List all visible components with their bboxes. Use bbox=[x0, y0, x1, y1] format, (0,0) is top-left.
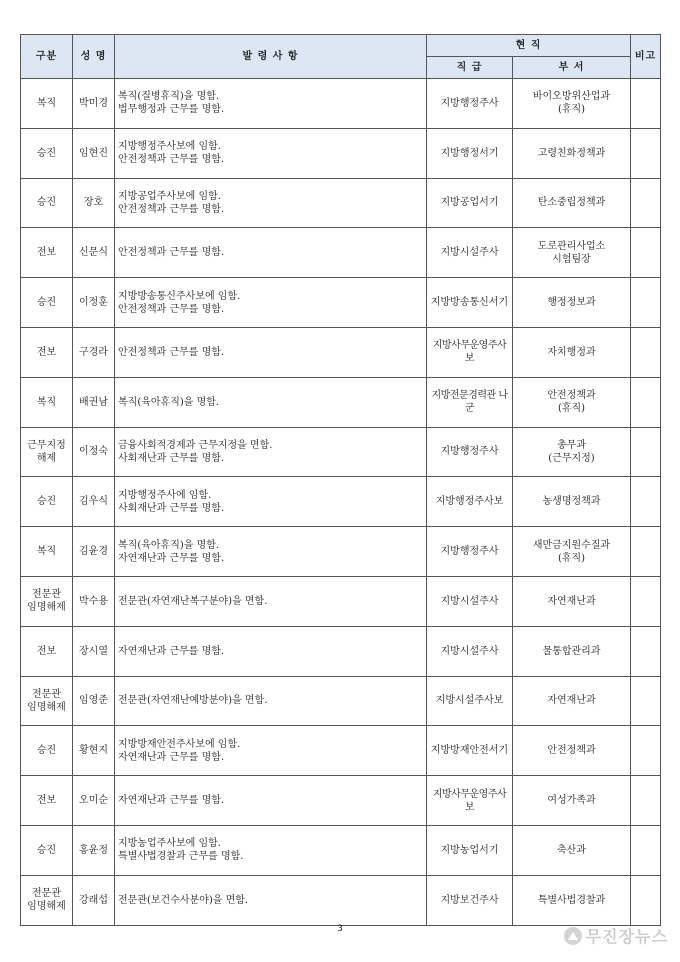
cell-type bbox=[21, 726, 73, 776]
cell-name: 임현진 bbox=[73, 128, 115, 178]
text-line: 임명해제 bbox=[27, 901, 66, 913]
text-line: 자치행정과 bbox=[547, 346, 596, 358]
cell-type bbox=[21, 79, 73, 129]
cell-note bbox=[631, 427, 661, 477]
table-row bbox=[21, 79, 661, 129]
cell-name: 이정숙 bbox=[73, 427, 115, 477]
table-row bbox=[21, 776, 661, 826]
table-row bbox=[21, 676, 661, 726]
cell-rank: 지방행정주사 bbox=[427, 527, 513, 577]
cell-order bbox=[115, 576, 427, 626]
text-line: 자연재난과 bbox=[547, 695, 596, 707]
cell-note bbox=[631, 178, 661, 228]
cell-name: 박미경 bbox=[73, 79, 115, 129]
cell-name: 장시열 bbox=[73, 626, 115, 676]
cell-rank: 지방사무운영주사보 bbox=[427, 327, 513, 377]
cell-note bbox=[631, 576, 661, 626]
cell-type bbox=[21, 776, 73, 826]
cell-name: 황현지 bbox=[73, 726, 115, 776]
cell-note bbox=[631, 626, 661, 676]
cell-rank: 지방농업서기 bbox=[427, 825, 513, 875]
cell-note bbox=[631, 527, 661, 577]
cell-order bbox=[115, 875, 427, 925]
text-line: 시험팀장 bbox=[552, 253, 591, 265]
cell-order bbox=[115, 776, 427, 826]
text-line: 자연재난과 근무를 명함. bbox=[118, 645, 225, 657]
text-line: 승진 bbox=[36, 745, 57, 757]
text-line: 승진 bbox=[36, 844, 57, 856]
table-row bbox=[21, 825, 661, 875]
cell-rank: 지방공업서기 bbox=[427, 178, 513, 228]
text-line: (근무지정) bbox=[548, 452, 595, 464]
cell-note bbox=[631, 776, 661, 826]
table-row bbox=[21, 726, 661, 776]
cell-order bbox=[115, 377, 427, 427]
cell-name: 배권남 bbox=[73, 377, 115, 427]
text-line: 여성가족과 bbox=[547, 795, 596, 807]
text-line: 지방방재안전주사보에 임함. bbox=[118, 738, 241, 750]
text-line: 전문관(보건수사분야)을 면함. bbox=[118, 894, 249, 906]
cell-dept bbox=[513, 128, 631, 178]
cell-note bbox=[631, 79, 661, 129]
cell-type bbox=[21, 427, 73, 477]
cell-rank: 지방시설주사 bbox=[427, 626, 513, 676]
cell-name: 김우식 bbox=[73, 477, 115, 527]
cell-name: 오미순 bbox=[73, 776, 115, 826]
table-row bbox=[21, 278, 661, 328]
text-line: 임명해제 bbox=[27, 602, 66, 614]
cell-order bbox=[115, 726, 427, 776]
cell-rank: 지방시설주사보 bbox=[427, 676, 513, 726]
text-line: 지방행정주사에 임함. bbox=[118, 489, 212, 501]
text-line: 승진 bbox=[36, 147, 57, 159]
text-line: 전문관(자연재난예방분야)을 면함. bbox=[118, 695, 268, 707]
cell-rank: 지방행정주사 bbox=[427, 427, 513, 477]
text-line: 바이오방위산업과 bbox=[532, 91, 611, 103]
text-line: 승진 bbox=[36, 297, 57, 309]
text-line: 특별사법경찰과 bbox=[537, 894, 606, 906]
text-line: 복직(질병휴직)을 명함. bbox=[118, 91, 220, 103]
text-line: 지방방송통신주사보에 임함. bbox=[118, 290, 241, 302]
table-row bbox=[21, 576, 661, 626]
text-line: 전보 bbox=[36, 645, 57, 657]
cell-type bbox=[21, 875, 73, 925]
cell-name: 이정훈 bbox=[73, 278, 115, 328]
cell-name: 홍윤정 bbox=[73, 825, 115, 875]
text-line: 사회재난과 근무를 명함. bbox=[118, 452, 225, 464]
text-line: (휴직) bbox=[557, 552, 586, 564]
table-row bbox=[21, 128, 661, 178]
table-row bbox=[21, 875, 661, 925]
cell-dept bbox=[513, 377, 631, 427]
header-type: 구분 bbox=[21, 35, 73, 79]
cell-rank: 지방시설주사 bbox=[427, 228, 513, 278]
cell-type bbox=[21, 576, 73, 626]
text-line: 행정정보과 bbox=[547, 297, 596, 309]
cell-type bbox=[21, 178, 73, 228]
text-line: 자연재난과 근무를 명함. bbox=[118, 795, 225, 807]
text-line: 지방농업주사보에 임함. bbox=[118, 838, 221, 850]
cell-rank: 지방사무운영주사보 bbox=[427, 776, 513, 826]
text-line: 복직(육아휴직)을 명함. bbox=[118, 396, 220, 408]
header-order: 발 령 사 항 bbox=[115, 35, 427, 79]
cell-rank: 지방시설주사 bbox=[427, 576, 513, 626]
cell-order bbox=[115, 178, 427, 228]
text-line: 복직 bbox=[36, 546, 57, 558]
text-line: 승진 bbox=[36, 197, 57, 209]
header-note: 비고 bbox=[631, 35, 661, 79]
table-row bbox=[21, 527, 661, 577]
cell-order bbox=[115, 327, 427, 377]
text-line: 지방행정주사보에 임함. bbox=[118, 141, 221, 153]
cell-note bbox=[631, 327, 661, 377]
cell-type bbox=[21, 825, 73, 875]
text-line: 새만금지원수질과 bbox=[532, 539, 611, 551]
cell-type bbox=[21, 128, 73, 178]
text-line: 전문관(자연재난복구분야)을 면함. bbox=[118, 595, 268, 607]
cell-dept bbox=[513, 477, 631, 527]
text-line: 전보 bbox=[36, 247, 57, 259]
text-line: 자연재난과 근무를 명함. bbox=[118, 552, 225, 564]
cell-note bbox=[631, 875, 661, 925]
cell-rank: 지방행정주사 bbox=[427, 79, 513, 129]
header-current: 현 직 bbox=[427, 35, 631, 57]
table-row bbox=[21, 427, 661, 477]
text-line: 자연재난과 근무를 명함. bbox=[118, 751, 225, 763]
cell-rank: 지방보건주사 bbox=[427, 875, 513, 925]
text-line: 특별사법경찰과 근무를 명함. bbox=[118, 851, 244, 863]
cell-order bbox=[115, 228, 427, 278]
text-line: 도로관리사업소 bbox=[537, 240, 606, 252]
text-line: 전문관 bbox=[32, 888, 61, 900]
text-line: 안전정책과 bbox=[547, 390, 596, 402]
cell-type bbox=[21, 477, 73, 527]
cell-dept bbox=[513, 178, 631, 228]
table-row bbox=[21, 327, 661, 377]
cell-order bbox=[115, 79, 427, 129]
cell-note bbox=[631, 278, 661, 328]
cell-dept bbox=[513, 228, 631, 278]
text-line: 전문관 bbox=[32, 688, 61, 700]
cell-rank: 지방전문경력관 나군 bbox=[427, 377, 513, 427]
cell-note bbox=[631, 377, 661, 427]
cell-order bbox=[115, 626, 427, 676]
cell-name: 박수용 bbox=[73, 576, 115, 626]
text-line: 복직 bbox=[36, 396, 57, 408]
watermark-text: 무진장뉴스 bbox=[585, 927, 668, 946]
cell-type bbox=[21, 626, 73, 676]
header-name: 성 명 bbox=[73, 35, 115, 79]
page-number: 3 bbox=[337, 924, 343, 934]
header-dept: 부 서 bbox=[513, 57, 631, 79]
text-line: 물통합관리과 bbox=[542, 645, 601, 657]
text-line: 안전정책과 근무를 명함. bbox=[118, 346, 225, 358]
text-line: 근무지정 bbox=[27, 439, 66, 451]
cell-name: 신문식 bbox=[73, 228, 115, 278]
text-line: 총무과 bbox=[557, 439, 586, 451]
text-line: 안전정책과 bbox=[547, 745, 596, 757]
text-line: 전보 bbox=[36, 795, 57, 807]
cell-type bbox=[21, 527, 73, 577]
cell-name: 임영준 bbox=[73, 676, 115, 726]
cell-note bbox=[631, 726, 661, 776]
cell-rank: 지방방송통신서기 bbox=[427, 278, 513, 328]
text-line: 안전정책과 근무를 명함. bbox=[118, 203, 225, 215]
text-line: 지방공업주사보에 임함. bbox=[118, 190, 221, 202]
cell-dept bbox=[513, 427, 631, 477]
header-rank: 직 급 bbox=[427, 57, 513, 79]
text-line: 금융사회적경제과 근무지정을 면함. bbox=[118, 439, 273, 451]
table-row bbox=[21, 228, 661, 278]
text-line: 전보 bbox=[36, 346, 57, 358]
text-line: 해제 bbox=[36, 452, 57, 464]
cell-note bbox=[631, 477, 661, 527]
table-row bbox=[21, 477, 661, 527]
cell-dept bbox=[513, 576, 631, 626]
cell-type bbox=[21, 228, 73, 278]
text-line: 농생명정책과 bbox=[542, 496, 601, 508]
cell-dept bbox=[513, 875, 631, 925]
cell-note bbox=[631, 676, 661, 726]
cell-name: 강래섭 bbox=[73, 875, 115, 925]
cell-order bbox=[115, 427, 427, 477]
cell-dept bbox=[513, 79, 631, 129]
text-line: 법무행정과 근무를 명함. bbox=[118, 104, 225, 116]
cell-type bbox=[21, 676, 73, 726]
text-line: 탄소중립정책과 bbox=[537, 197, 606, 209]
text-line: 자연재난과 bbox=[547, 595, 596, 607]
cell-order bbox=[115, 278, 427, 328]
cell-dept bbox=[513, 327, 631, 377]
text-line: 고령친화정책과 bbox=[537, 147, 606, 159]
text-line: 복직(육아휴직)을 명함. bbox=[118, 539, 220, 551]
text-line: 안전정책과 근무를 명함. bbox=[118, 303, 225, 315]
table-row bbox=[21, 178, 661, 228]
cell-order bbox=[115, 128, 427, 178]
text-line: 안전정책과 근무를 명함. bbox=[118, 154, 225, 166]
watermark bbox=[564, 924, 668, 947]
text-line: (휴직) bbox=[557, 403, 586, 415]
cell-type bbox=[21, 278, 73, 328]
cell-name: 구경라 bbox=[73, 327, 115, 377]
cell-note bbox=[631, 825, 661, 875]
cell-name: 김윤경 bbox=[73, 527, 115, 577]
text-line: 임명해제 bbox=[27, 701, 66, 713]
text-line: 사회재난과 근무를 명함. bbox=[118, 502, 225, 514]
table-row bbox=[21, 377, 661, 427]
cell-rank: 지방행정주사보 bbox=[427, 477, 513, 527]
cell-rank: 지방방재안전서기 bbox=[427, 726, 513, 776]
cell-dept bbox=[513, 776, 631, 826]
cell-dept bbox=[513, 825, 631, 875]
cell-dept bbox=[513, 676, 631, 726]
cell-order bbox=[115, 676, 427, 726]
text-line: 승진 bbox=[36, 496, 57, 508]
cell-dept bbox=[513, 527, 631, 577]
cell-dept bbox=[513, 626, 631, 676]
cell-type bbox=[21, 377, 73, 427]
cell-order bbox=[115, 825, 427, 875]
cell-rank: 지방행정서기 bbox=[427, 128, 513, 178]
cell-name: 장호 bbox=[73, 178, 115, 228]
cell-type bbox=[21, 327, 73, 377]
cell-order bbox=[115, 477, 427, 527]
cell-note bbox=[631, 128, 661, 178]
cell-order bbox=[115, 527, 427, 577]
watermark-logo-icon bbox=[564, 927, 582, 945]
text-line: 복직 bbox=[36, 97, 57, 109]
text-line: (휴직) bbox=[557, 104, 586, 116]
table-row bbox=[21, 626, 661, 676]
text-line: 안전정책과 근무를 명함. bbox=[118, 247, 225, 259]
text-line: 축산과 bbox=[557, 844, 586, 856]
text-line: 전문관 bbox=[32, 589, 61, 601]
personnel-order-table bbox=[20, 34, 661, 926]
cell-dept bbox=[513, 278, 631, 328]
cell-note bbox=[631, 228, 661, 278]
cell-dept bbox=[513, 726, 631, 776]
